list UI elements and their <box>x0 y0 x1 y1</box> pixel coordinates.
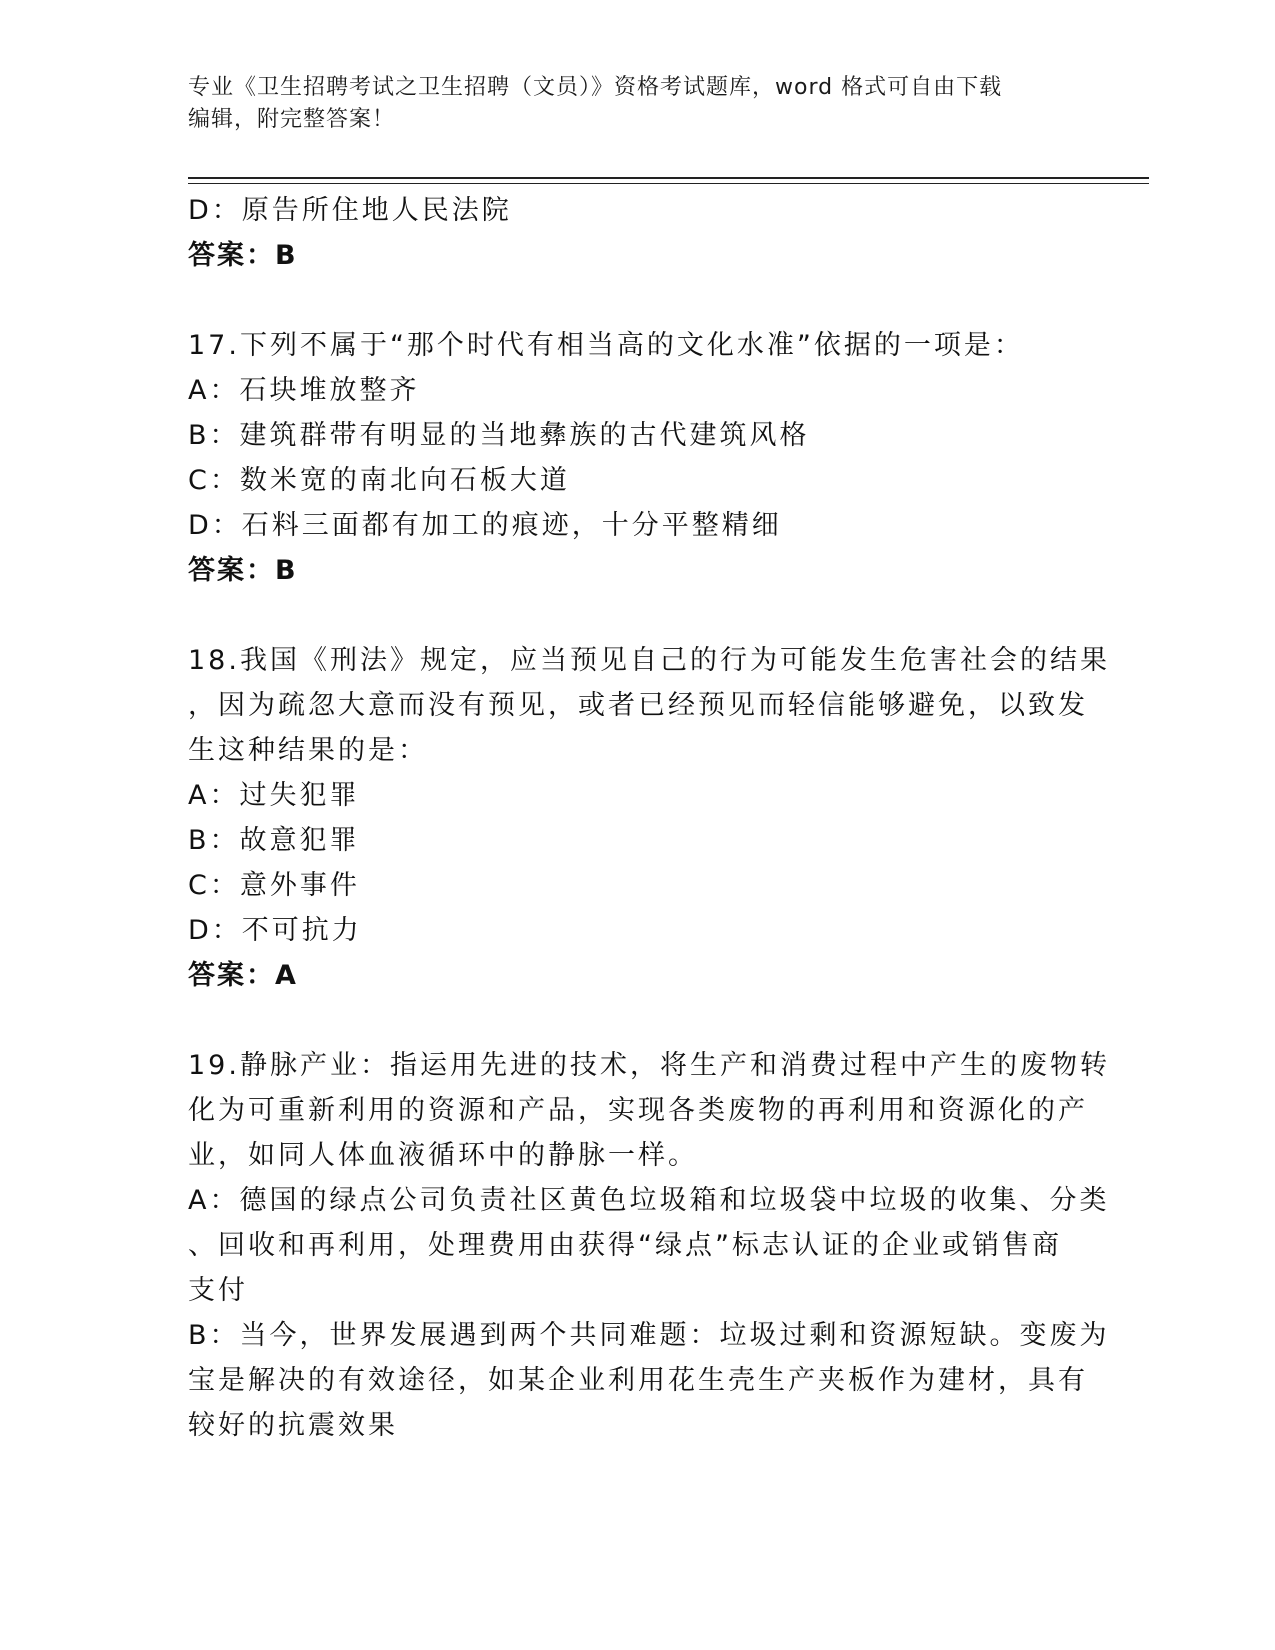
option-d: D：石料三面都有加工的痕迹，十分平整精细 <box>188 510 782 541</box>
prev-option-d: D：原告所住地人民法院 <box>188 195 512 226</box>
question-stem-line: 化为可重新利用的资源和产品，实现各类废物的再利用和资源化的产 <box>188 1095 1088 1126</box>
option-a: A：石块堆放整齐 <box>188 375 420 406</box>
option-b-line: B：当今，世界发展遇到两个共同难题：垃圾过剩和资源短缺。变废为 <box>188 1320 1110 1351</box>
option-a-line: 、回收和再利用，处理费用由获得“绿点”标志认证的企业或销售商 <box>188 1230 1062 1261</box>
answer: 答案：B <box>188 555 298 586</box>
header-line-1: 专业《卫生招聘考试之卫生招聘（文员）》资格考试题库，word 格式可自由下载 <box>188 75 1003 100</box>
question-stem-line: 生这种结果的是： <box>188 735 428 766</box>
spacer <box>188 593 1088 638</box>
option-c: C：数米宽的南北向石板大道 <box>188 465 570 496</box>
header-line-2: 编辑，附完整答案！ <box>188 107 396 132</box>
answer: 答案：A <box>188 960 298 991</box>
question-stem-line: 业，如同人体血液循环中的静脉一样。 <box>188 1140 698 1171</box>
question-stem-line: 17.下列不属于“那个时代有相当高的文化水准”依据的一项是： <box>188 330 1024 361</box>
spacer <box>188 278 1088 323</box>
question-17 <box>188 323 1088 593</box>
option-b-line: 较好的抗震效果 <box>188 1410 398 1441</box>
question-stem-line: ，因为疏忽大意而没有预见，或者已经预见而轻信能够避免，以致发 <box>188 690 1088 721</box>
prev-answer: 答案：B <box>188 240 298 271</box>
question-19 <box>188 1043 1110 1448</box>
page-header <box>188 72 1088 136</box>
question-stem-line: 19.静脉产业：指运用先进的技术，将生产和消费过程中产生的废物转 <box>188 1050 1110 1081</box>
header-rule-thick <box>188 177 1149 179</box>
option-b-line: 宝是解决的有效途径，如某企业利用花生壳生产夹板作为建材，具有 <box>188 1365 1088 1396</box>
question-content <box>188 188 1110 1448</box>
option-c: C：意外事件 <box>188 870 360 901</box>
spacer <box>188 998 1088 1043</box>
option-a-line: A：德国的绿点公司负责社区黄色垃圾箱和垃圾袋中垃圾的收集、分类 <box>188 1185 1110 1216</box>
option-b: B：建筑群带有明显的当地彝族的古代建筑风格 <box>188 420 810 451</box>
option-d: D：不可抗力 <box>188 915 362 946</box>
option-a: A：过失犯罪 <box>188 780 360 811</box>
question-stem-line: 18.我国《刑法》规定，应当预见自己的行为可能发生危害社会的结果 <box>188 645 1110 676</box>
question-18 <box>188 638 1110 998</box>
option-b: B：故意犯罪 <box>188 825 360 856</box>
header-rule-thin <box>188 183 1149 184</box>
option-a-line: 支付 <box>188 1275 248 1306</box>
